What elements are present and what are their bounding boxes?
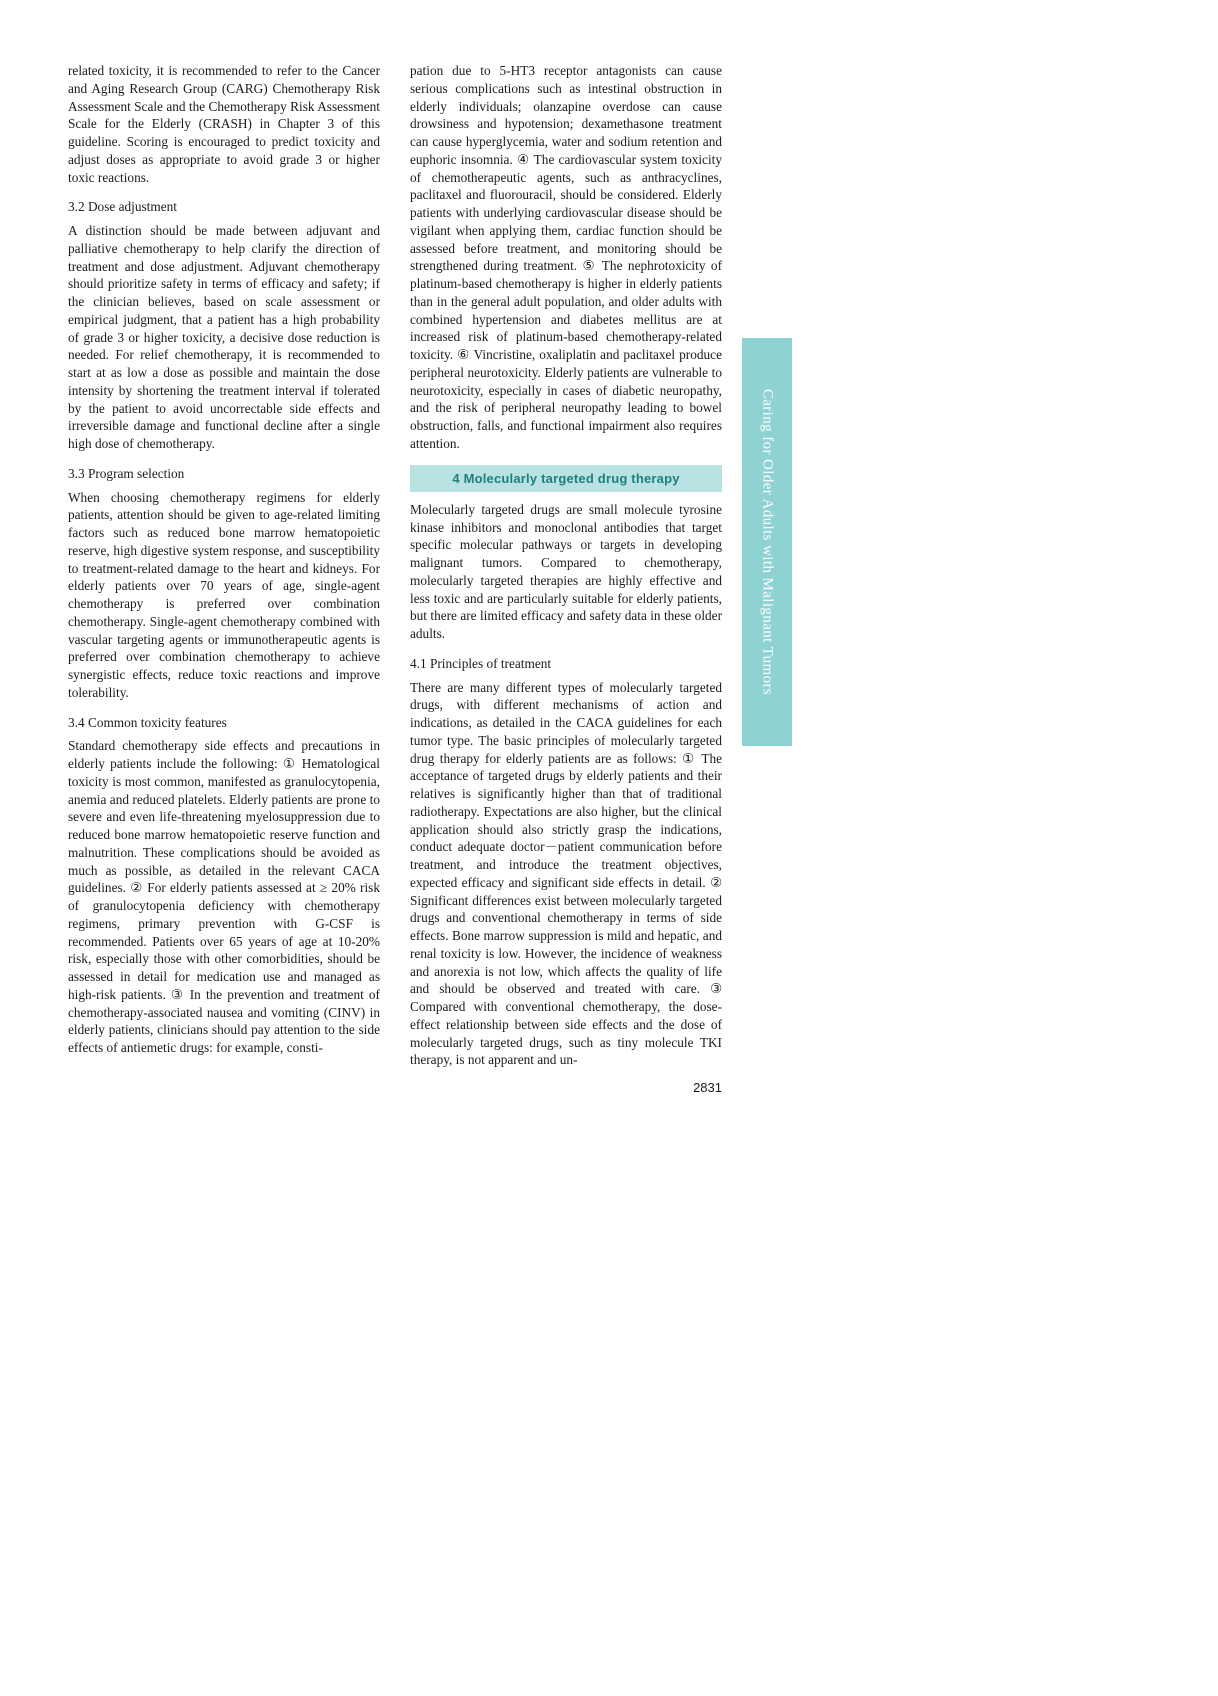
paragraph-program-selection: When choosing chemotherapy regimens for elderly patients, attention should be given to age-related limiting factors such as reduced bone marrow hematopoietic reserve, high digestive system response, and susceptibility to treatment-related damage to the heart and kidneys. For elderly patients over 70 years of age, single-agent chemotherapy is preferred over combination chemotherapy. Single-agent chemotherapy combined with vascular targeting agents or immunotherapeutic agents is preferred over combination chemotherapy to achieve synergistic effects, reduce toxic reactions and improve tolerability. <box>68 489 380 700</box>
heading-program-selection: 3.3 Program selection <box>68 465 185 481</box>
paragraph-principles-of-treatment: There are many different types of molecularly targeted drugs, with different mechanisms of action and indications, as detailed in the CACA guidelines for each tumor type. The basic principles of molecularly targeted drug therapy for elderly patients are as follows: ① The acceptance of targeted drugs by elderly patients and their relatives is significantly higher than that of traditional radiotherapy. Expectations are also higher, but the clinical application should also strictly grasp the indications, conduct adequate doctor－patient communication before treatment, and introduce the treatment objectives, expected efficacy and significant side effects in detail. ② Significant differences exist between molecularly targeted drugs and conventional chemotherapy in terms of side effects. Bone marrow suppression is mild and hepatic, and renal toxicity is low. However, the incidence of weakness and anorexia is not low, which affects the quality of life and should be observed and treated with care. ③ Compared with conventional chemotherapy, the dose-effect relationship between side effects and the dose of molecularly targeted drugs, such as tiny molecule TKI therapy, is not apparent and un- <box>410 679 722 1068</box>
paragraph-dose-adjustment: A distinction should be made between adjuvant and palliative chemotherapy to help clarify the direction of treatment and dose adjustment. Adjuvant chemotherapy should prioritize safety in terms of efficacy and safety; if the clinician believes, based on scale assessment or empirical judgment, that a patient has a high probability of grade 3 or higher toxicity, a decisive dose reduction is needed. For relief chemotherapy, it is recommended to start at as low a dose as possible and maintain the dose intensity by shortening the treatment interval if tolerated by the patient to avoid uncorrectable side effects and irreversible damage and functional decline after a single high dose of chemotherapy. <box>68 223 380 451</box>
paragraph-section-intro: Molecularly targeted drugs are small molecule tyrosine kinase inhibitors and monoclonal antibodies that target specific molecular pathways or targets in developing malignant tumors. Compared to chemotherapy, molecularly targeted therapies are highly effective and less toxic and are particularly suitable for elderly patients, but there are limited efficacy and safety data in these older adults. <box>410 501 722 642</box>
heading-principles-of-treatment: 4.1 Principles of treatment <box>410 655 552 671</box>
paragraph-continued-left: related toxicity, it is recommended to refer to the Cancer and Aging Research Group (CARG) Chemotherapy Risk Assessment Scale and the Chemotherapy Risk Assessment Scale for the Elderly (CRASH) in Chapter 3 of this guideline. Scoring is encouraged to predict toxicity and adjust doses as appropriate to avoid grade 3 or higher toxic reactions. <box>68 63 380 185</box>
side-tab-label: Caring for Older Adults with Malignant Tumors <box>759 388 776 696</box>
paragraph-continued-right: pation due to 5-HT3 receptor antagonists can cause serious complications such as intestinal obstruction in elderly individuals; olanzapine overdose can cause drowsiness and hypotension; dexamethasone treatment can cause hyperglycemia, water and sodium retention and euphoric insomnia. ④ The cardiovascular system toxicity of chemotherapeutic agents, such as anthracyclines, paclitaxel and fluorouracil, should be considered. Elderly patients with underlying cardiovascular disease should be vigilant when applying them, cardiac function should be assessed before treatment, and monitoring should be strengthened during treatment. ⑤ The nephrotoxicity of platinum-based chemotherapy is higher in elderly patients than in the general adult population, and older adults with combined hypertension and diabetes mellitus are at increased risk of platinum-based chemotherapy-related toxicity. ⑥ Vincristine, oxaliplatin and paclitaxel produce peripheral neurotoxicity. Elderly patients are vulnerable to neurotoxicity, especially in cases of diabetic neuropathy, and the risk of peripheral neuropathy leading to bowel obstruction, falls, and functional impairment also requires attention. <box>410 63 722 451</box>
heading-toxicity-features: 3.4 Common toxicity features <box>68 714 227 730</box>
paragraph-toxicity-features: Standard chemotherapy side effects and precautions in elderly patients include the following: ① Hematological toxicity is most common, manifested as granulocytopenia, anemia and reduced platelets. Elderly patients are prone to severe and even life-threatening myelosuppression due to reduced bone marrow hematopoietic reserve function and malnutrition. These complications should be avoided as much as possible, as detailed in the relevant CACA guidelines. ② For elderly patients assessed at ≥ 20% risk of granulocytopenia deficiency with chemotherapy regimens, primary prevention with G-CSF is recommended. Patients over 65 years of age at 10-20% risk, especially those with other comorbidities, should be assessed in detail for medication use and managed as high-risk patients. ③ In the prevention and treatment of chemotherapy-associated nausea and vomiting (CINV) in elderly patients, clinicians should pay attention to the side effects of antiemetic drugs: for example, consti- <box>68 738 380 1055</box>
heading-dose-adjustment: 3.2 Dose adjustment <box>68 199 177 215</box>
right-column <box>410 62 722 1070</box>
page-number: 2831 <box>693 1080 722 1095</box>
side-tab <box>742 338 792 746</box>
left-column <box>68 62 380 1058</box>
section-banner-molecularly-targeted: 4 Molecularly targeted drug therapy <box>410 465 722 492</box>
